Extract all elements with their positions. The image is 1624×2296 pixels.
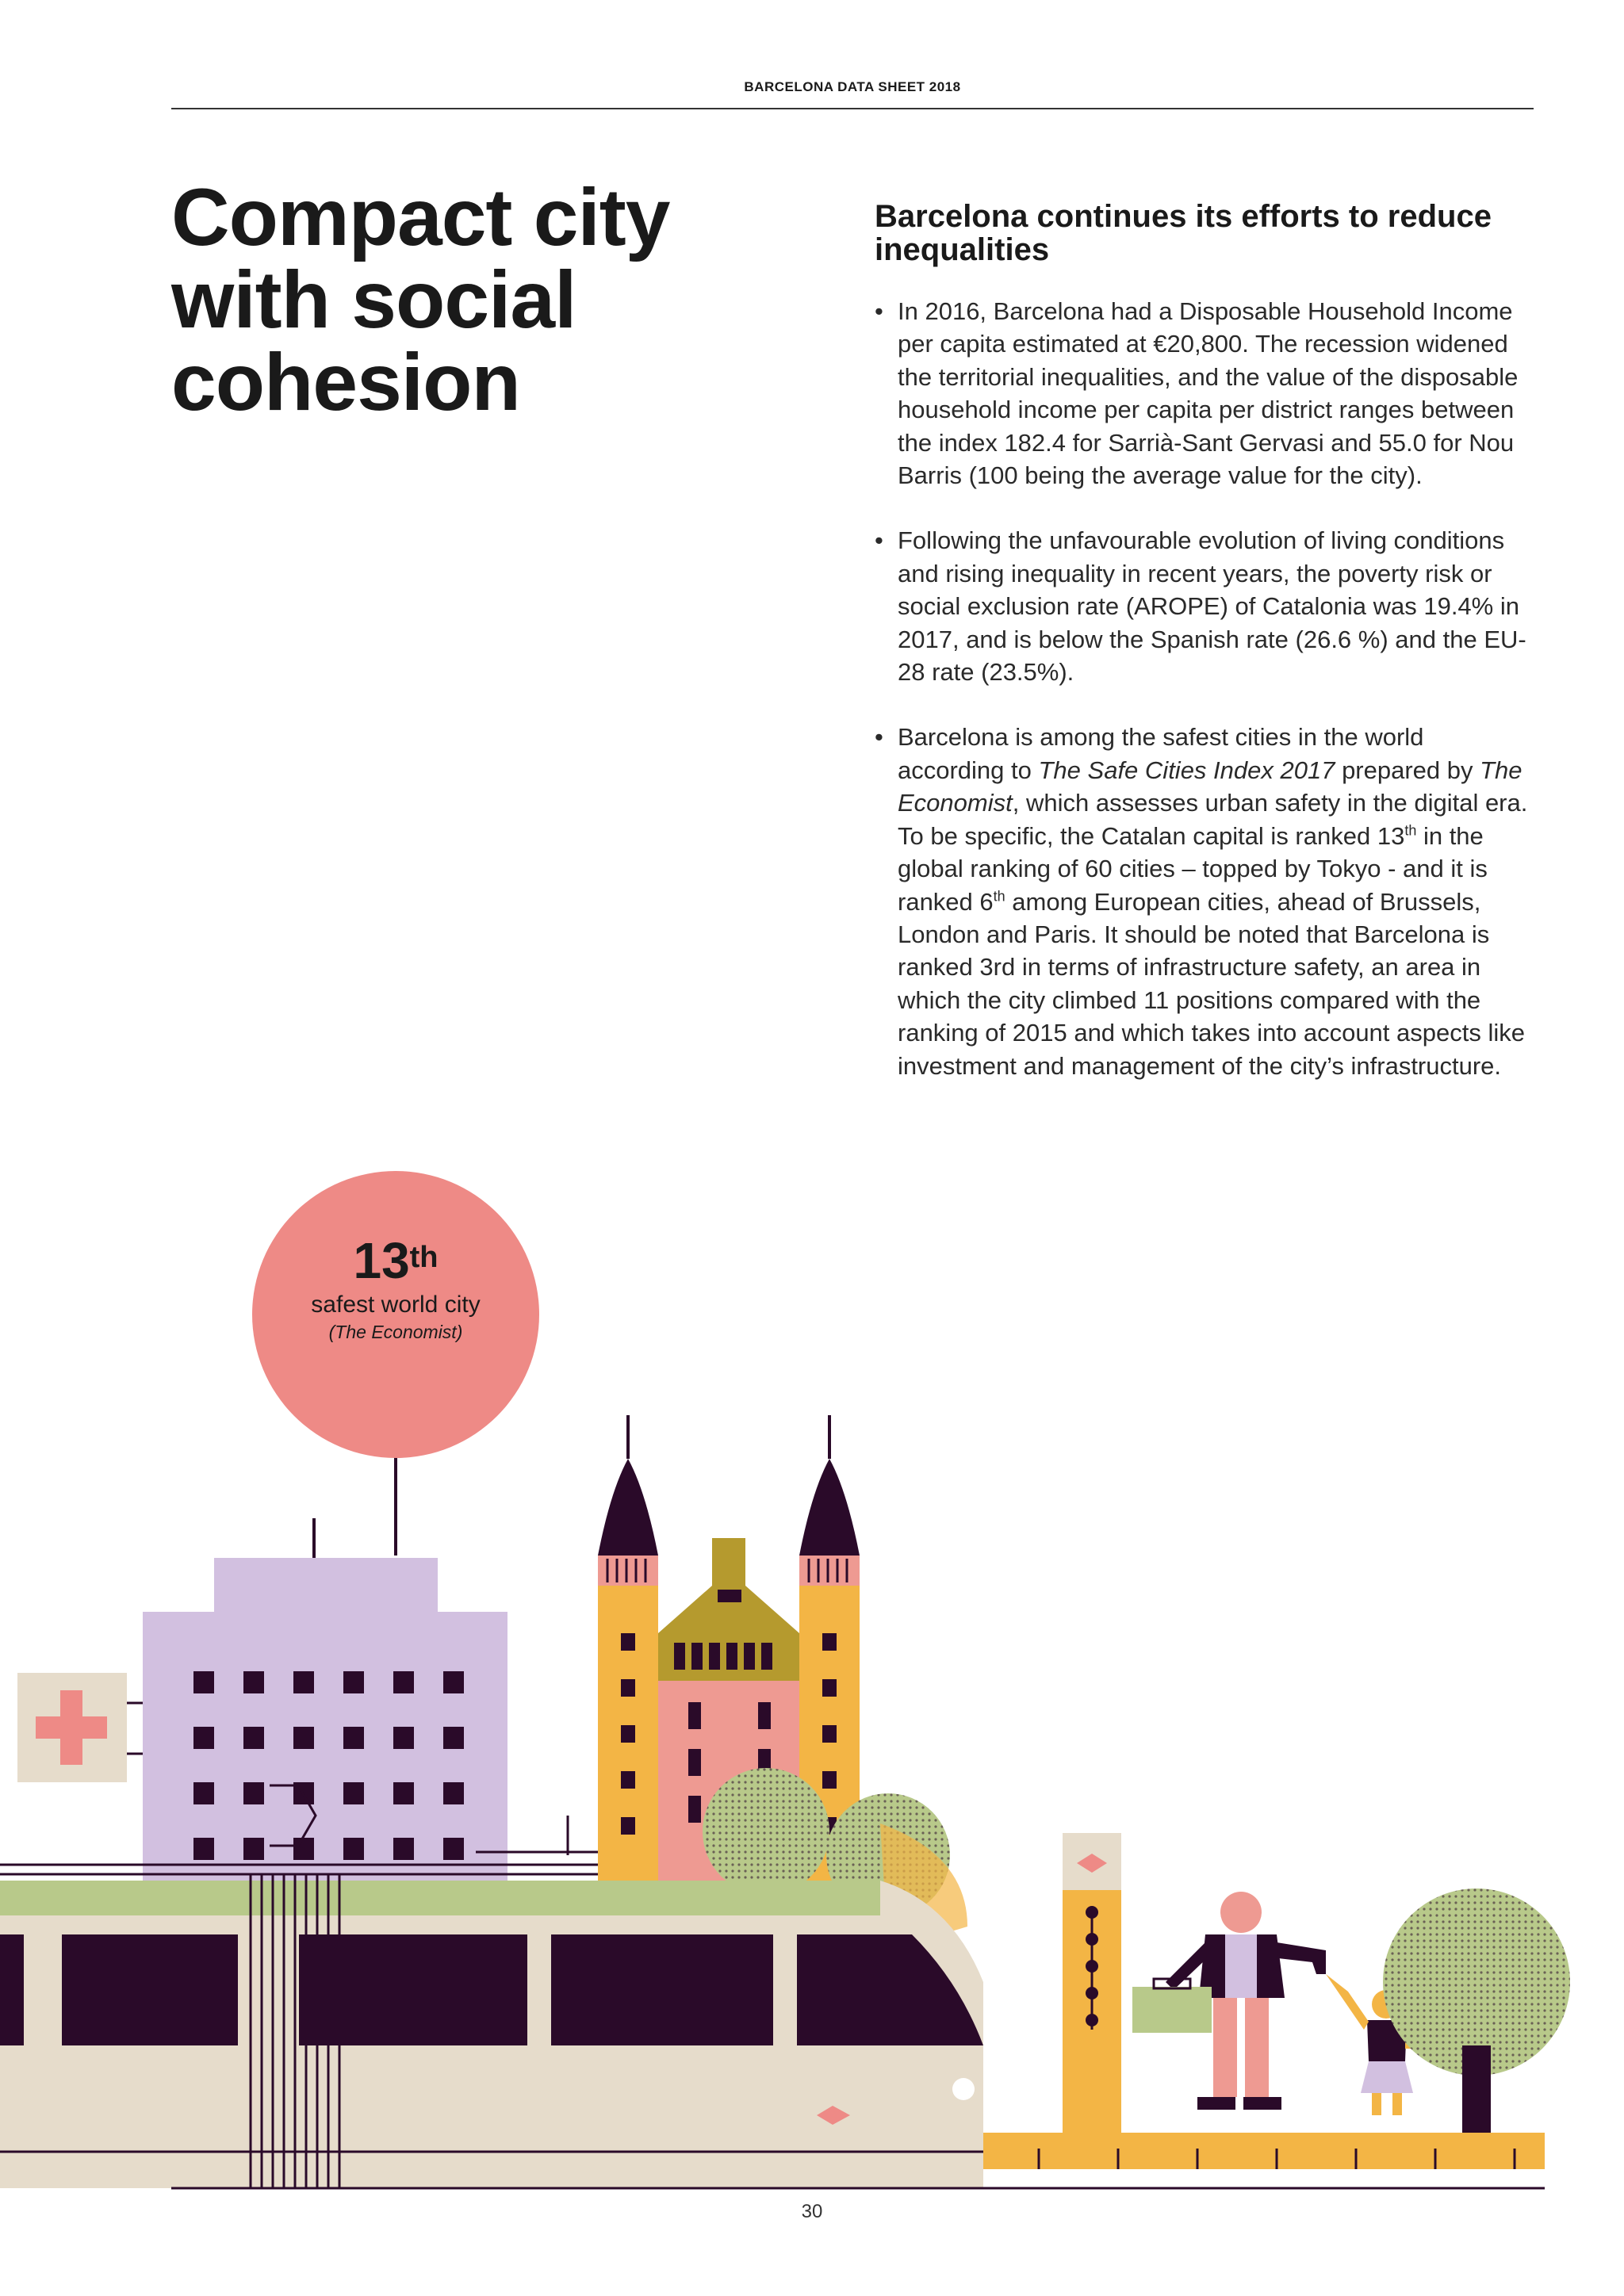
ranking-suffix: th xyxy=(409,1241,439,1274)
economist-ref: The Economist xyxy=(898,756,1522,817)
ranking-number: 13th xyxy=(353,1232,439,1289)
bullet-income: • In 2016, Barcelona had a Disposable Household Income per capita estimated at €20,800. The recession widened the territorial inequalities, and the value of the disposable household income per capita per district ranges between the index 182.4 for Sarrià-Sant Gervasi and 55.0 for Nou Barris (100 being the average value for the city). xyxy=(875,295,1533,492)
title-line-1: Compact city xyxy=(171,172,670,262)
running-title: BARCELONA DATA SHEET 2018 xyxy=(744,79,961,94)
tree-icon xyxy=(1383,1888,1570,2133)
safety-ranking-badge xyxy=(252,1171,539,1458)
city-illustration xyxy=(0,1348,1624,2220)
safety-text-5: among European cities, ahead of Brussels, London and Paris. It should be noted that Barcelona is ranked 3rd in terms of infrastructure safety, an area in which the city climbed 11 positions compared with the ranking of 2015 and which takes into account aspects like investment and management of the city’s infrastructure. xyxy=(898,887,1525,1080)
page-title xyxy=(171,172,774,427)
page-header xyxy=(171,76,1534,109)
title-line-3: cohesion xyxy=(171,337,520,427)
page-number: 30 xyxy=(801,2201,823,2222)
safety-text-2: prepared by xyxy=(1335,756,1480,784)
ordinal-suffix: th xyxy=(1404,822,1417,839)
title-line-2: with social xyxy=(171,254,576,345)
bullet-list xyxy=(875,295,1533,1082)
text-column xyxy=(875,200,1533,1115)
safety-text-1: Barcelona is among the safest cities in the world according to xyxy=(898,723,1424,784)
safety-text-3: , which assesses urban safety in the digital era. To be specific, the Catalan capital is ranked 13 xyxy=(898,789,1528,850)
tram-icon xyxy=(0,1875,983,2188)
bullet-arope: • Following the unfavourable evolution of living conditions and rising inequality in recent years, the poverty risk or social exclusion rate (AROPE) of Catalonia was 19.4% in 2017, and is below the Spanish rate (26.6 %) and the EU-28 rate (23.5%). xyxy=(875,524,1533,688)
ordinal-suffix: th xyxy=(993,888,1005,905)
ranking-label: safest world city xyxy=(311,1292,481,1318)
hospital-sign-icon xyxy=(17,1673,144,1782)
section-subtitle: Barcelona continues its efforts to reduce inequalities xyxy=(875,199,1492,267)
tree-icon xyxy=(703,1768,829,1895)
man-figure xyxy=(1132,1892,1326,2110)
bullet-safety xyxy=(875,721,1533,1081)
safe-cities-index-ref: The Safe Cities Index 2017 xyxy=(1038,756,1335,784)
ranking-source: (The Economist) xyxy=(328,1322,463,1342)
hospital-building xyxy=(143,1558,508,1881)
safety-text-4: in the global ranking of 60 cities – topped by Tokyo - and it is ranked 6 xyxy=(898,821,1488,916)
